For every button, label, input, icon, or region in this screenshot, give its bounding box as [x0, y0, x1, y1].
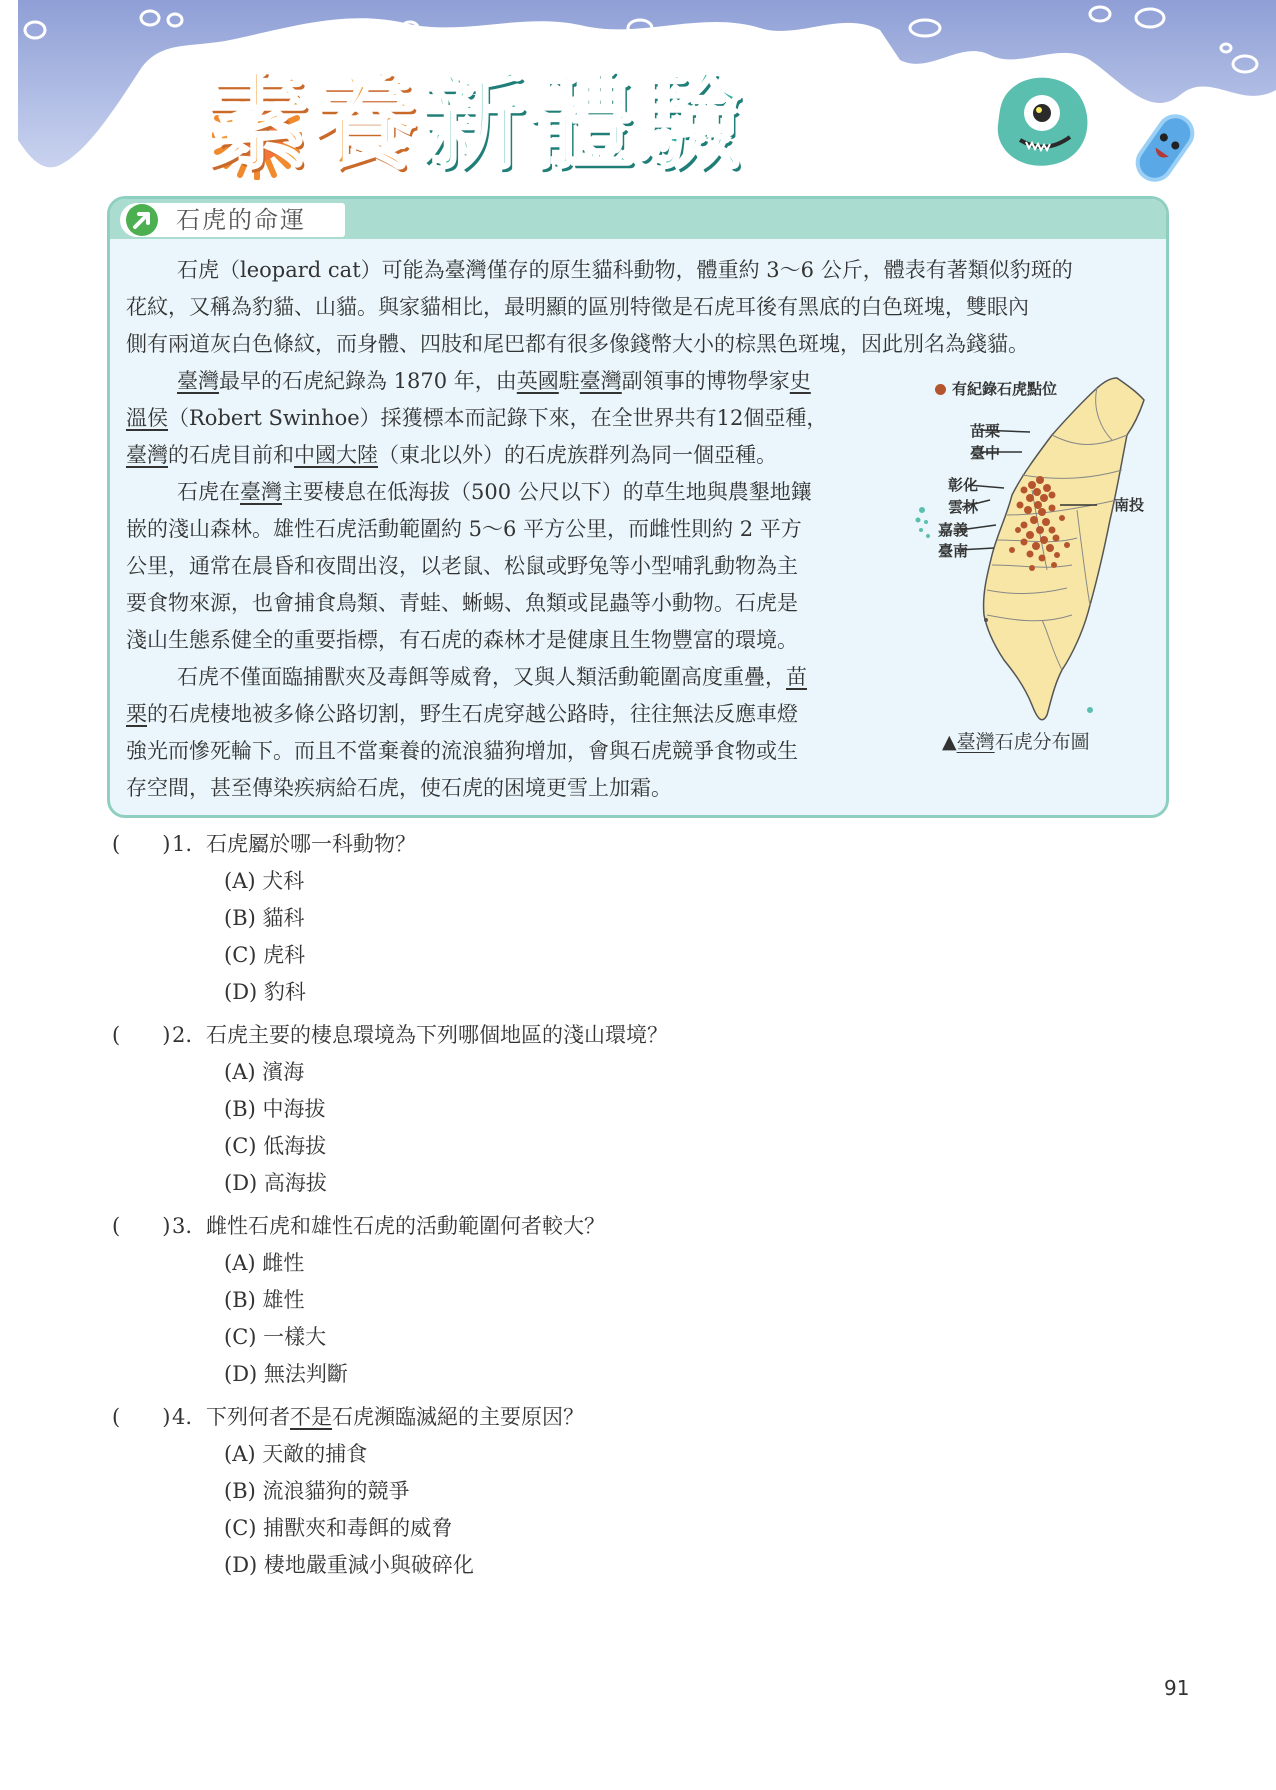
p2-line2 — [126, 400, 827, 437]
person-swinhoe-part1: 史 — [789, 369, 811, 393]
q1-option-d: (D) 豹科 — [224, 980, 306, 1004]
place-miaoli-part2: 栗 — [126, 702, 147, 726]
p2-line1-text-a: 最早的石虎紀錄為 1870 年，由 — [219, 369, 517, 393]
p3-line1 — [177, 474, 812, 511]
question-number: 1. — [172, 832, 193, 856]
article-tab-bar — [110, 199, 1166, 239]
q2-option-b: (B) 中海拔 — [224, 1097, 326, 1121]
title-char-4: 體 — [529, 61, 638, 183]
question-text-b: 石虎瀕臨滅絕的主要原因？ — [332, 1405, 584, 1429]
p1-line1: 石虎（leopard cat）可能為臺灣僅存的原生貓科動物，體重約 3～6 公斤，體表有著類似豹斑的 — [177, 258, 1073, 282]
q1-option-a: (A) 犬科 — [224, 869, 305, 893]
place-taiwan: 臺灣 — [177, 369, 219, 393]
place-mainland-china: 中國大陸 — [294, 443, 378, 467]
q4-option-a: (A) 天敵的捕食 — [224, 1442, 368, 1466]
question-2 — [112, 1017, 668, 1053]
title-char-3: 新 — [421, 61, 530, 183]
q3-option-d: (D) 無法判斷 — [224, 1362, 348, 1386]
question-4 — [112, 1399, 584, 1435]
p3-line1-text-b: 主要棲息在低海拔（500 公尺以下）的草生地與農墾地鑲 — [282, 480, 812, 504]
header-banner — [0, 0, 1276, 200]
question-number: 3. — [172, 1214, 193, 1238]
q1-option-b: (B) 貓科 — [224, 906, 305, 930]
p2-line1-text-c: 副領事的博物學家 — [621, 369, 790, 393]
p2-line3 — [126, 437, 777, 474]
p3-line4: 要食物來源，也會捕食鳥類、青蛙、蜥蜴、魚類或昆蟲等小動物。石虎是 — [126, 591, 798, 615]
q4-option-b: (B) 流浪貓狗的競爭 — [224, 1479, 410, 1503]
title-char-5: 驗 — [637, 61, 746, 183]
q4-option-d: (D) 棲地嚴重減小與破碎化 — [224, 1553, 474, 1577]
map-label-taichung: 臺中 — [970, 444, 1001, 462]
p4-line1-text: 石虎不僅面臨捕獸夾及毒餌等威脅，又與人類活動範圍高度重疊， — [177, 665, 786, 689]
q4-option-c: (C) 捕獸夾和毒餌的威脅 — [224, 1516, 453, 1540]
answer-blank[interactable]: ( ) — [112, 1214, 171, 1238]
p2-line3-text-a: 的石虎目前和 — [168, 443, 294, 467]
answer-blank[interactable]: ( ) — [112, 1405, 171, 1429]
p2-line1-text-b: 駐 — [558, 369, 580, 393]
p1-line3: 側有兩道灰白色條紋，而身體、四肢和尾巴都有很多像錢幣大小的棕黑色斑塊，因此別名為錢貓。 — [126, 332, 1029, 356]
p3-line1-text-a: 石虎在 — [177, 480, 240, 504]
map-label-yunlin: 雲林 — [948, 498, 979, 516]
article-tab — [120, 203, 345, 237]
question-text: 雌性石虎和雄性石虎的活動範圍何者較大？ — [206, 1214, 605, 1238]
answer-blank[interactable]: ( ) — [112, 1023, 171, 1047]
question-number: 2. — [172, 1023, 193, 1047]
question-text: 石虎屬於哪一科動物？ — [206, 832, 416, 856]
place-britain: 英國 — [516, 369, 559, 393]
p3-line2: 嵌的淺山森林。雄性石虎活動範圍約 5～6 平方公里，而雌性則約 2 平方 — [126, 517, 802, 541]
q3-option-b: (B) 雄性 — [224, 1288, 305, 1312]
p4-line1 — [177, 659, 807, 696]
article-title: 石虎的命運 — [176, 206, 306, 234]
q3-option-c: (C) 一樣大 — [224, 1325, 327, 1349]
title-char-2: 養 — [313, 61, 422, 183]
p4-line2-text: 的石虎棲地被多條公路切割，野生石虎穿越公路時，往往無法反應車燈 — [147, 702, 798, 726]
question-text-a: 下列何者 — [206, 1405, 290, 1429]
place-taiwan: 臺灣 — [579, 369, 622, 393]
place-taiwan: 臺灣 — [240, 480, 282, 504]
question-number: 4. — [172, 1405, 193, 1429]
q3-option-a: (A) 雌性 — [224, 1251, 305, 1275]
p2-line1 — [177, 363, 811, 400]
green-monster-icon — [990, 75, 1095, 170]
map-label-miaoli: 苗栗 — [970, 422, 1001, 440]
q1-option-c: (C) 虎科 — [224, 943, 306, 967]
q2-option-a: (A) 濱海 — [224, 1060, 305, 1084]
caption-text: 石虎分布圖 — [994, 731, 1090, 753]
map-label-chiayi: 嘉義 — [938, 521, 969, 539]
person-swinhoe-part2: 溫侯 — [126, 406, 168, 430]
map-legend-text: 有紀錄石虎點位 — [952, 380, 1058, 398]
p4-line2 — [126, 696, 798, 733]
p4-line4: 存空間，甚至傳染疾病給石虎，使石虎的困境更雪上加霜。 — [126, 776, 672, 800]
p1-line2: 花紋，又稱為豹貓、山貓。與家貓相比，最明顯的區別特徵是石虎耳後有黑底的白色斑塊，雙眼內 — [126, 295, 1029, 319]
map-label-changhua: 彰化 — [948, 476, 979, 494]
q2-option-d: (D) 高海拔 — [224, 1171, 327, 1195]
p2-line3-text-b: （東北以外）的石虎族群列為同一個亞種。 — [378, 443, 777, 467]
question-text: 石虎主要的棲息環境為下列哪個地區的淺山環境？ — [206, 1023, 668, 1047]
p4-line3: 強光而慘死輪下。而且不當棄養的流浪貓狗增加，會與石虎競爭食物或生 — [126, 739, 798, 763]
page-number: 91 — [1164, 1676, 1190, 1700]
place-taiwan: 臺灣 — [126, 443, 168, 467]
question-emphasis: 不是 — [290, 1405, 332, 1429]
caption-triangle: ▲ — [942, 731, 957, 753]
q2-option-c: (C) 低海拔 — [224, 1134, 327, 1158]
p3-line3: 公里，通常在晨昏和夜間出沒，以老鼠、松鼠或野兔等小型哺乳動物為主 — [126, 554, 798, 578]
question-3 — [112, 1208, 605, 1244]
place-miaoli-part1: 苗 — [786, 665, 807, 689]
taiwan-map — [912, 370, 1152, 760]
map-label-nantou: 南投 — [1114, 496, 1145, 514]
map-caption — [942, 727, 1090, 754]
caption-place-taiwan: 臺灣 — [956, 731, 995, 753]
title-char-1: 素 — [205, 61, 314, 183]
p2-line2-text: （Robert Swinhoe）採獲標本而記錄下來，在全世界共有12個亞種， — [168, 406, 828, 430]
blue-bacteria-icon — [1130, 108, 1200, 188]
p3-line5: 淺山生態系健全的重要指標，有石虎的森林才是健康且生物豐富的環境。 — [126, 628, 798, 652]
arrow-up-right-icon — [126, 204, 158, 236]
answer-blank[interactable]: ( ) — [112, 832, 171, 856]
question-1 — [112, 826, 416, 862]
map-label-tainan: 臺南 — [938, 542, 969, 560]
